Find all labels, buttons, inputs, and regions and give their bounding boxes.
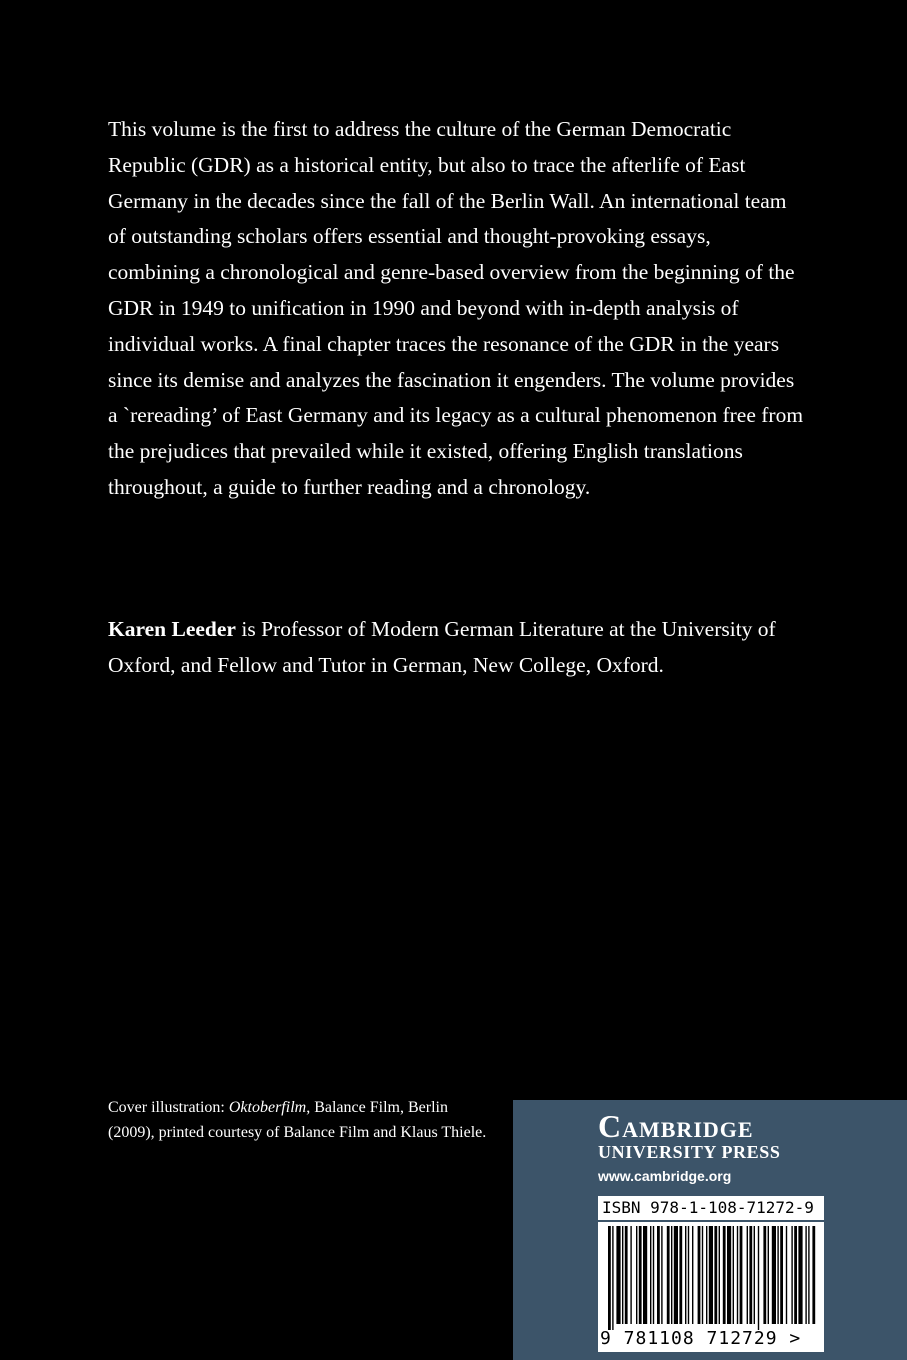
barcode-bar <box>723 1226 726 1324</box>
author-bio <box>108 612 808 684</box>
barcode-bar <box>616 1226 620 1324</box>
barcode-bar <box>791 1226 792 1324</box>
barcode-bar <box>685 1226 686 1324</box>
barcode-bar <box>805 1226 806 1324</box>
barcode-bar <box>653 1226 654 1324</box>
barcode-bar <box>639 1226 642 1324</box>
barcode-bar <box>625 1226 628 1324</box>
book-description: This volume is the first to address the culture of the German Democratic Republic (GDR) as a historical entity, but also to trace the afterlife of East Germany in the decades since the fall of the Berlin Wall. An international team of outstanding scholars offers essential and thought-provoking essays, combining a chronological and genre-based overview from the beginning of the GDR in 1949 to unification in 1990 and beyond with in-depth analysis of individual works. A final chapter traces the resonance of the GDR in the years since its demise and analyzes the fascination it engenders. The volume provides a `rereading’ of East Germany and its legacy as a cultural phenomenon free from the prejudices that prevailed while it existed, offering English translations throughout, a guide to further reading and a chronology. <box>108 117 804 499</box>
barcode-bar <box>777 1226 778 1324</box>
barcode-bar <box>698 1226 701 1324</box>
barcode-bar <box>794 1226 797 1324</box>
barcode-bar <box>661 1226 662 1324</box>
barcode-bar <box>768 1226 769 1324</box>
barcode-bar <box>636 1226 637 1324</box>
barcode-bar <box>786 1226 787 1324</box>
barcode-bar <box>714 1226 717 1324</box>
barcode-bar <box>709 1226 713 1324</box>
cover-credit-title: Oktoberfilm <box>228 1099 307 1116</box>
barcode-bar <box>747 1226 748 1324</box>
barcode-bar <box>679 1226 682 1324</box>
barcode-bar <box>763 1226 766 1324</box>
barcode-bar <box>808 1226 809 1324</box>
barcode-bar <box>667 1226 670 1324</box>
barcode-bar <box>674 1226 678 1324</box>
barcode-bar <box>643 1226 647 1324</box>
barcode-bar <box>749 1226 752 1324</box>
barcode-bar <box>758 1226 759 1330</box>
publisher-subtitle: UNIVERSITY PRESS <box>598 1142 781 1162</box>
barcode-bar <box>812 1226 815 1324</box>
barcode-bar <box>727 1226 731 1324</box>
barcode-bar <box>754 1226 755 1324</box>
publisher-url: www.cambridge.org <box>598 1168 732 1184</box>
barcode-bars <box>598 1222 824 1332</box>
cover-credit-rest: , Balance Film, Berlin (2009), printed courtesy of Balance Film and Klaus Thiele. <box>108 1099 487 1141</box>
barcode-bar <box>622 1226 623 1324</box>
barcode-bar <box>798 1226 802 1324</box>
barcode-bar <box>612 1226 613 1330</box>
publisher-box <box>513 1100 907 1360</box>
barcode-bar <box>740 1226 743 1324</box>
barcode-bar <box>772 1226 776 1324</box>
barcode-bar <box>702 1226 703 1324</box>
barcode-bar <box>630 1226 631 1324</box>
barcode-bar <box>719 1226 720 1324</box>
barcode-bar <box>657 1226 660 1324</box>
cover-credit-prefix: Cover illustration: <box>108 1099 229 1116</box>
author-name: Karen Leeder <box>108 617 236 641</box>
barcode-bar <box>650 1226 651 1324</box>
barcode-bar <box>692 1226 693 1324</box>
barcode-bar <box>688 1226 689 1324</box>
barcode-digits: 9 781108 712729 > <box>600 1328 802 1349</box>
barcode-bar <box>733 1226 734 1324</box>
barcode-bar <box>608 1226 611 1330</box>
cover-illustration-credit <box>108 1096 488 1145</box>
isbn-label: ISBN 978-1-108-71272-9 <box>598 1196 824 1220</box>
barcode-bar <box>706 1226 707 1324</box>
barcode-bar <box>671 1226 672 1324</box>
barcode <box>598 1222 824 1352</box>
barcode-bar <box>780 1226 783 1324</box>
publisher-name: Cambridge <box>598 1108 754 1144</box>
author-bio-text: is Professor of Modern German Literature at the University of Oxford, and Fellow and Tutor in German, New College, Oxford. <box>108 617 776 677</box>
barcode-bar <box>737 1226 738 1324</box>
